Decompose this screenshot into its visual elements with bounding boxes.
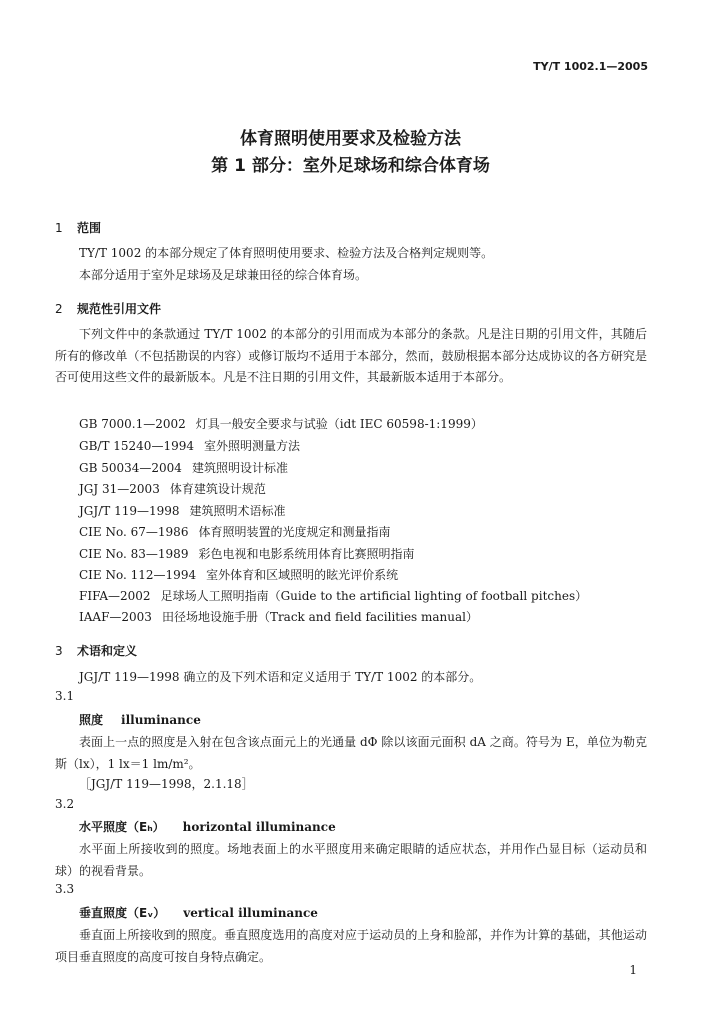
term-heading: [79, 818, 336, 835]
term-number: 3.3: [55, 882, 75, 896]
reference-code: CIE No. 112—1994: [79, 568, 197, 582]
reference-code: JGJ 31—2003: [79, 482, 160, 496]
term-zh: 水平照度（Eₕ）: [79, 820, 165, 834]
reference-item: [79, 545, 414, 562]
reference-item: [79, 608, 478, 625]
term-en: illuminance: [121, 713, 201, 727]
reference-title: 体育照明装置的光度规定和测量指南: [198, 525, 391, 539]
reference-title: 建筑照明设计标准: [191, 461, 288, 475]
section-3-heading: [55, 642, 137, 659]
section-1-para-2: 本部分适用于室外足球场及足球兼田径的综合体育场。: [79, 268, 368, 282]
section-1-para-1: TY/T 1002 的本部分规定了体育照明使用要求、检验方法及合格判定规则等。: [79, 246, 494, 260]
reference-title: 灯具一般安全要求与试验（idt IEC 60598-1:1999）: [195, 417, 483, 431]
section-2-heading: [55, 300, 161, 317]
section-title: 范围: [77, 221, 102, 235]
reference-item: [79, 415, 483, 432]
term-number: 3.1: [55, 689, 75, 703]
term-definition: 水平面上所接收到的照度。场地表面上的水平照度用来确定眼睛的适应状态，并用作凸显目标（运动员和球）的视看背景。: [55, 842, 647, 878]
reference-code: GB/T 15240—1994: [79, 439, 194, 453]
reference-item: [79, 437, 300, 454]
reference-item: [79, 502, 286, 519]
reference-code: JGJ/T 119—1998: [79, 504, 180, 518]
term-en: horizontal illuminance: [182, 820, 336, 834]
reference-code: CIE No. 67—1986: [79, 525, 189, 539]
reference-code: IAAF—2003: [79, 610, 152, 624]
reference-title: 体育建筑设计规范: [169, 482, 266, 496]
section-2-para: 下列文件中的条款通过 TY/T 1002 的本部分的引用而成为本部分的条款。凡是注日期的引用文件，其随后所有的修改单（不包括勘误的内容）或修订版均不适用于本部分，然而，鼓励根据本部分达成协议的各方研究是否可使用这些文件的最新版本。凡是不注日期的引用文件，其最新版本适用于本部分。: [55, 327, 647, 384]
reference-code: GB 50034—2004: [79, 461, 182, 475]
document-title: 体育照明使用要求及检验方法: [240, 129, 461, 149]
reference-item: [79, 587, 587, 604]
reference-item: [79, 523, 390, 540]
reference-code: CIE No. 83—1989: [79, 547, 189, 561]
term-en: vertical illuminance: [183, 906, 318, 920]
reference-title: 室外照明测量方法: [203, 439, 300, 453]
reference-title: 足球场人工照明指南（Guide to the artificial lighting of football pitches）: [160, 589, 588, 603]
standard-code: TY/T 1002.1—2005: [533, 60, 648, 73]
section-title: 术语和定义: [77, 644, 138, 658]
term-heading: [79, 904, 318, 921]
reference-title: 彩色电视和电影系统用体育比赛照明指南: [198, 547, 415, 561]
section-number: 1: [55, 221, 63, 235]
reference-title: 室外体育和区域照明的眩光评价系统: [206, 568, 399, 582]
term-definition: 垂直面上所接收到的照度。垂直照度选用的高度对应于运动员的上身和脸部，并作为计算的基础，其他运动项目垂直照度的高度可按自身特点确定。: [55, 928, 647, 964]
reference-code: FIFA—2002: [79, 589, 151, 603]
reference-code: GB 7000.1—2002: [79, 417, 186, 431]
section-1-heading: [55, 219, 101, 236]
section-3-intro: JGJ/T 119—1998 确立的及下列术语和定义适用于 TY/T 1002 的本部分。: [79, 670, 482, 684]
term-zh: 照度: [79, 713, 104, 727]
section-number: 2: [55, 302, 63, 316]
reference-item: [79, 459, 288, 476]
reference-title: 田径场地设施手册（Track and field facilities manual）: [161, 610, 479, 624]
term-zh: 垂直照度（Eᵥ）: [79, 906, 166, 920]
reference-title: 建筑照明术语标准: [189, 504, 286, 518]
section-number: 3: [55, 644, 63, 658]
section-title: 规范性引用文件: [77, 302, 162, 316]
term-definition: 表面上一点的照度是入射在包含该点面元上的光通量 dΦ 除以该面元面积 dA 之商。符号为 E，单位为勒克斯（lx），1 lx＝1 lm/m²。: [55, 735, 647, 771]
reference-item: [79, 566, 398, 583]
reference-item: [79, 480, 266, 497]
document-subtitle: 第 1 部分：室外足球场和综合体育场: [211, 156, 490, 176]
term-number: 3.2: [55, 797, 75, 811]
term-source: ［JGJ/T 119—1998，2.1.18］: [79, 777, 254, 791]
term-heading: [79, 711, 201, 728]
page-number: 1: [629, 963, 637, 977]
